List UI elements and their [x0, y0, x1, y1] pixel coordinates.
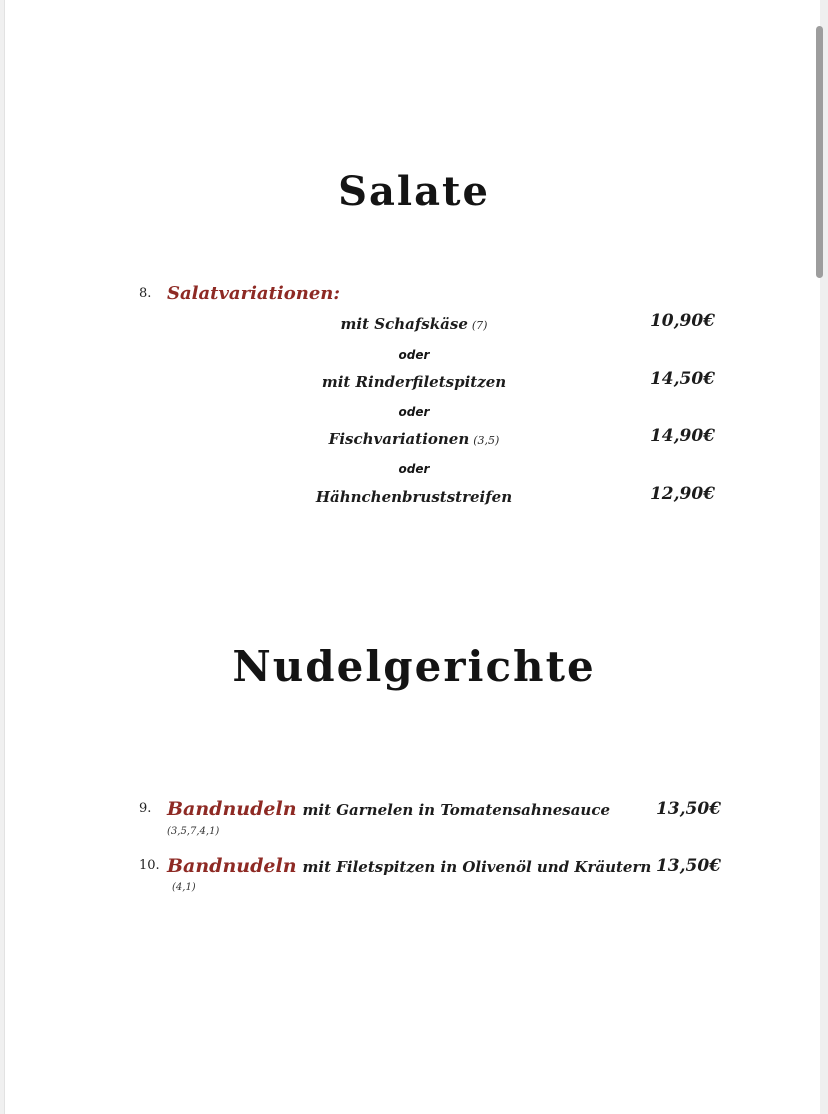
allergen-footnote: (3,5,7,4,1) [167, 826, 220, 837]
dish-name: Bandnudeln [167, 855, 297, 877]
dish-description: mit Garnelen in Tomatensahnesauce [302, 801, 610, 819]
oder-separator: oder [398, 462, 430, 476]
oder-separator: oder [398, 348, 430, 362]
variant-row-rinderfiletspitzen [0, 369, 828, 392]
oder-separator-row [0, 458, 828, 474]
page-left-edge [0, 0, 5, 1114]
menu-item-10 [0, 855, 828, 877]
item-number: 9. [139, 801, 152, 816]
section-heading-salate: Salate [338, 168, 490, 215]
menu-item-8 [0, 283, 828, 305]
variant-row-haehnchenbruststreifen [0, 484, 828, 507]
allergen-note: (3,5) [473, 434, 500, 447]
price: 12,90€ [649, 484, 715, 504]
dish-name: Bandnudeln [167, 798, 297, 820]
item-name: Salatvariationen: [167, 283, 341, 304]
dish-description: mit Filetspitzen in Olivenöl und Kräutern [302, 858, 652, 876]
menu-item-9 [0, 798, 828, 820]
variant-row-fischvariationen [0, 426, 828, 449]
variant-row-schafskaese [0, 311, 828, 334]
variant-name: mit Rinderfiletspitzen [321, 373, 507, 391]
variant-name: Hähnchenbruststreifen [315, 488, 513, 506]
item-number: 10. [139, 858, 160, 873]
oder-separator-row [0, 344, 828, 360]
variant-name: mit Schafskäse [340, 315, 468, 333]
item-number: 8. [139, 286, 152, 301]
price: 10,90€ [649, 311, 715, 331]
price: 13,50€ [655, 856, 721, 876]
oder-separator: oder [398, 405, 430, 419]
dish-text [167, 798, 610, 820]
section-heading-nudelgerichte: Nudelgerichte [232, 642, 596, 691]
dish-text [167, 855, 651, 877]
scrollbar-thumb[interactable] [816, 26, 823, 278]
variant-name: Fischvariationen [328, 430, 470, 448]
price: 13,50€ [655, 799, 721, 819]
allergen-footnote: (4,1) [172, 882, 196, 893]
allergen-note: (7) [471, 319, 488, 332]
price: 14,50€ [649, 369, 715, 389]
price: 14,90€ [649, 426, 715, 446]
oder-separator-row [0, 401, 828, 417]
